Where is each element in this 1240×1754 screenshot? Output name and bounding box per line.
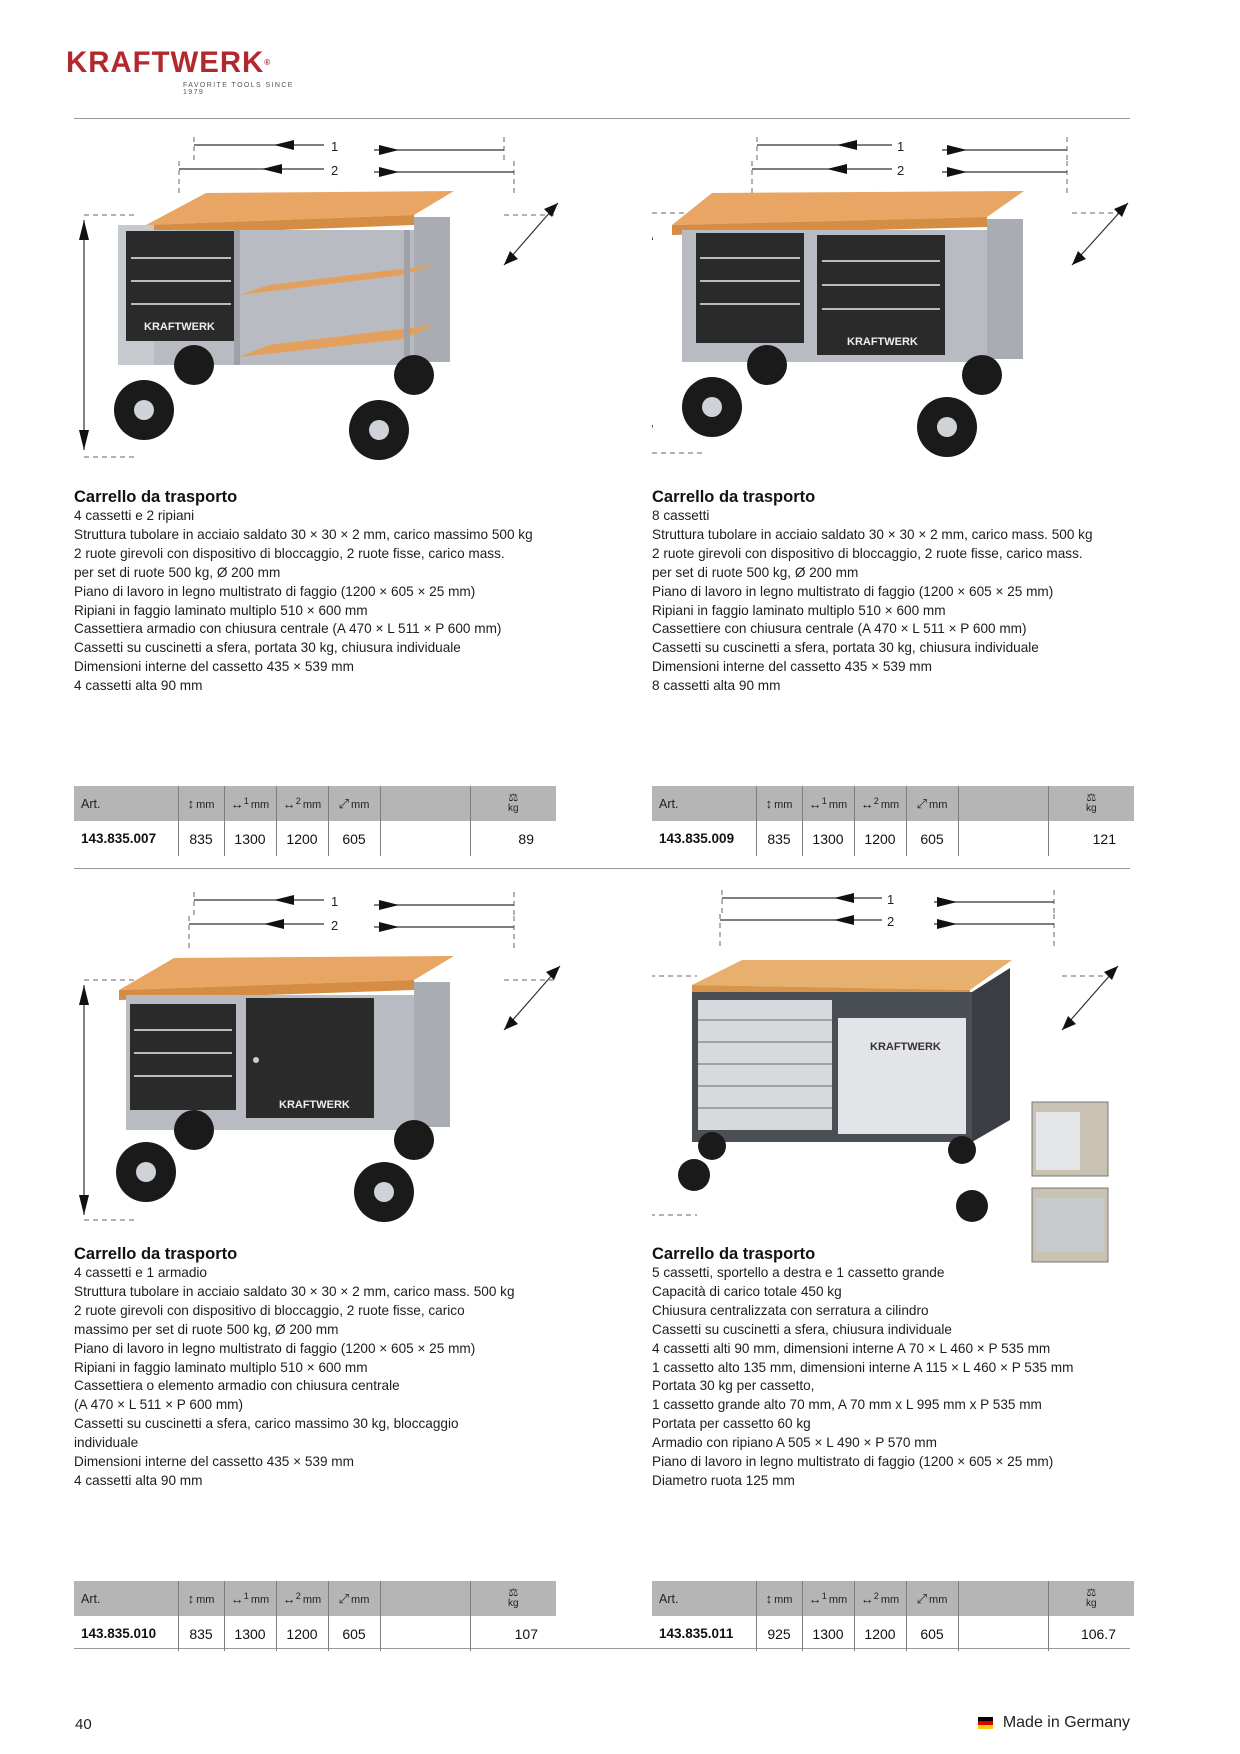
divider <box>74 118 1130 119</box>
col-art: Art. <box>652 1581 756 1616</box>
brand-tagline: FAVORITE TOOLS SINCE 1979 <box>183 82 294 96</box>
svg-text:KRAFTWERK: KRAFTWERK <box>279 1099 350 1111</box>
col-depth: ⤢ mm <box>906 786 958 821</box>
divider <box>74 868 1130 869</box>
dim-label-2: 2 <box>887 914 895 929</box>
product-title: Carrello da trasporto <box>74 488 238 506</box>
length2-value: 1200 <box>854 1616 906 1651</box>
col-length1: ↔$^1$ mm <box>224 1581 276 1616</box>
col-depth: ⤢ mm <box>328 786 380 821</box>
col-height: ↕ mm <box>756 1581 802 1616</box>
col-height: ↕ mm <box>178 786 224 821</box>
product-illustration <box>74 880 574 1280</box>
col-weight: ⚖ kg <box>1048 786 1134 821</box>
product-illustration <box>652 125 1152 525</box>
col-depth: ⤢ mm <box>328 1581 380 1616</box>
art-number: 143.835.009 <box>659 831 735 846</box>
product-illustration <box>74 125 574 525</box>
dim-label-2: 2 <box>897 163 905 178</box>
product-description: 5 cassetti, sportello a destra e 1 cassetto grande Capacità di carico totale 450 kg Chiusura centralizzata con serratura a cilindro Cassetti su cuscinetti a sfera, chiusura individuale 4 cassetti alti 90 mm, dimensioni interne A 70 × L 460 × P 535 mm 1 cassetto alto 135 mm, dimensioni interne A 115 × L 460 × P 535 mm Portata 30 kg per cassetto, 1 cassetto grande alto 70 mm, A 70 mm x L 995 mm x P 535 mm Portata per cassetto 60 kg Armadio con ripiano A 505 × L 490 × P 570 mm Piano di lavoro in legno multistrato di faggio (1200 × 605 × 25 mm) Diametro ruota 125 mm <box>652 1265 1074 1488</box>
col-length1: ↔$^1$ mm <box>802 1581 854 1616</box>
made-in-germany: Made in Germany <box>978 1714 1130 1732</box>
col-length2: ↔$^2$ mm <box>276 786 328 821</box>
depth-value: 605 <box>906 821 958 856</box>
german-flag-icon <box>978 1717 993 1730</box>
dim-label-1: 1 <box>887 892 895 907</box>
length2-value: 1200 <box>854 821 906 856</box>
col-art: Art. <box>74 786 178 821</box>
product-illustration <box>652 880 1152 1280</box>
art-number: 143.835.007 <box>81 831 157 846</box>
col-length2: ↔$^2$ mm <box>854 1581 906 1616</box>
col-length2: ↔$^2$ mm <box>854 786 906 821</box>
col-depth: ⤢ mm <box>906 1581 958 1616</box>
height-value: 835 <box>178 1616 224 1651</box>
table-row <box>74 821 556 856</box>
col-length1: ↔$^1$ mm <box>802 786 854 821</box>
product-description: 4 cassetti e 2 ripiani Struttura tubolare in acciaio saldato 30 × 30 × 2 mm, carico massimo 500 kg 2 ruote girevoli con dispositivo di bloccaggio, 2 ruote fisse, carico mass. per set di ruote 500 kg, Ø 200 mm Piano di lavoro in legno multistrato di faggio (1200 × 605 × 25 mm) Ripiani in faggio laminato multiplo 510 × 600 mm Cassettiera armadio con chiusura centrale (A 470 × L 511 × P 600 mm) Cassetti su cuscinetti a sfera, portata 30 kg, chiusura individuale Dimensioni interne del cassetto 435 × 539 mm 4 cassetti alta 90 mm <box>74 508 533 694</box>
col-length1: ↔$^1$ mm <box>224 786 276 821</box>
svg-text:KRAFTWERK: KRAFTWERK <box>144 321 215 333</box>
spec-table <box>652 786 1134 856</box>
col-weight: ⚖ kg <box>470 1581 556 1616</box>
col-height: ↕ mm <box>178 1581 224 1616</box>
dim-label-2: 2 <box>331 918 339 933</box>
dim-label-1: 1 <box>331 894 339 909</box>
height-value: 835 <box>756 821 802 856</box>
col-art: Art. <box>74 1581 178 1616</box>
length2-value: 1200 <box>276 821 328 856</box>
col-length2: ↔$^2$ mm <box>276 1581 328 1616</box>
depth-value: 605 <box>906 1616 958 1651</box>
brand-name: KRAFTWERK <box>66 46 265 79</box>
weight-value: 89 <box>470 821 556 856</box>
table-row <box>74 1616 556 1651</box>
scale-icon: ⚖ <box>508 792 519 804</box>
product-title: Carrello da trasporto <box>74 1245 238 1263</box>
col-weight: ⚖ kg <box>1048 1581 1134 1616</box>
height-value: 925 <box>756 1616 802 1651</box>
scale-icon: ⚖ <box>508 1587 519 1599</box>
product-title: Carrello da trasporto <box>652 1245 816 1263</box>
dim-label-1: 1 <box>331 139 339 154</box>
depth-value: 605 <box>328 1616 380 1651</box>
dim-label-2: 2 <box>331 163 339 178</box>
table-row <box>652 821 1134 856</box>
col-art: Art. <box>652 786 756 821</box>
scale-icon: ⚖ <box>1086 792 1097 804</box>
product-description: 4 cassetti e 1 armadio Struttura tubolare in acciaio saldato 30 × 30 × 2 mm, carico mass. 500 kg 2 ruote girevoli con dispositivo di bloccaggio, 2 ruote fisse, carico massimo per set di ruote 500 kg, Ø 200 mm Piano di lavoro in legno multistrato di faggio (1200 × 605 × 25 mm) Ripiani in faggio laminato multiplo 510 × 600 mm Cassettiera o elemento armadio con chiusura centrale (A 470 × L 511 × P 600 mm) Cassetti su cuscinetti a sfera, carico massimo 30 kg, bloccaggio individuale Dimensioni interne del cassetto 435 × 539 mm 4 cassetti alta 90 mm <box>74 1265 515 1488</box>
length1-value: 1300 <box>802 821 854 856</box>
product-title: Carrello da trasporto <box>652 488 816 506</box>
art-number: 143.835.011 <box>659 1626 734 1641</box>
spec-table <box>74 786 556 856</box>
spec-table <box>74 1581 556 1651</box>
brand-logo: KRAFTWERK® FAVORITE TOOLS SINCE 1979 <box>66 48 316 92</box>
svg-text:KRAFTWERK: KRAFTWERK <box>847 336 918 348</box>
col-weight: ⚖ kg <box>470 786 556 821</box>
col-height: ↕ mm <box>756 786 802 821</box>
height-value: 835 <box>178 821 224 856</box>
weight-value: 121 <box>1048 821 1134 856</box>
length1-value: 1300 <box>224 821 276 856</box>
svg-text:KRAFTWERK: KRAFTWERK <box>870 1041 941 1053</box>
scale-icon: ⚖ <box>1086 1587 1097 1599</box>
dim-label-1: 1 <box>897 139 905 154</box>
page-number: 40 <box>75 1716 92 1733</box>
product-description: 8 cassetti Struttura tubolare in acciaio saldato 30 × 30 × 2 mm, carico mass. 500 kg 2 ruote girevoli con dispositivo di bloccaggio, 2 ruote fisse, carico mass. per set di ruote 500 kg, Ø 200 mm Piano di lavoro in legno multistrato di faggio (1200 × 605 × 25 mm) Ripiani in faggio laminato multiplo 510 × 600 mm Cassettiere con chiusura centrale (A 470 × L 511 × P 600 mm) Cassetti su cuscinetti a sfera, portata 30 kg, chiusura individuale Dimensioni interne del cassetto 435 × 539 mm 8 cassetti alta 90 mm <box>652 508 1093 694</box>
spec-table <box>652 1581 1134 1651</box>
table-row <box>652 1616 1134 1651</box>
depth-value: 605 <box>328 821 380 856</box>
art-number: 143.835.010 <box>81 1626 157 1641</box>
length2-value: 1200 <box>276 1616 328 1651</box>
length1-value: 1300 <box>224 1616 276 1651</box>
weight-value: 107 <box>470 1616 556 1651</box>
length1-value: 1300 <box>802 1616 854 1651</box>
weight-value: 106.7 <box>1048 1616 1134 1651</box>
